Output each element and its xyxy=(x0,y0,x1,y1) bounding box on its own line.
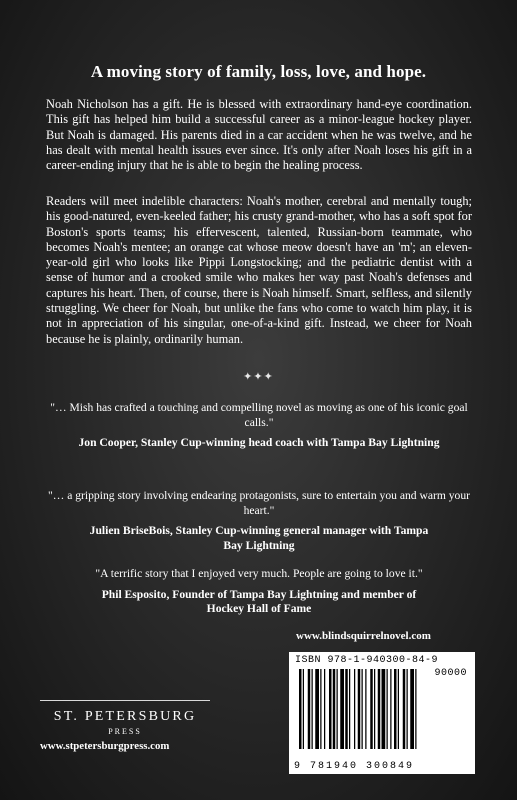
barcode-digits: 9 781940 300849 xyxy=(294,761,415,772)
publisher-website[interactable]: www.stpetersburgpress.com xyxy=(40,740,170,752)
barcode-bar xyxy=(394,669,397,749)
isbn-label: ISBN 978-1-940300-84-9 xyxy=(295,655,439,666)
ornament-divider: ✦✦✦ xyxy=(243,371,274,383)
publisher-rule-top xyxy=(40,700,210,701)
barcode-bar xyxy=(354,669,355,749)
barcode-bar xyxy=(312,669,313,749)
blurb-3 xyxy=(44,567,474,617)
barcode-bar xyxy=(410,669,414,749)
barcode-bar xyxy=(407,669,408,749)
barcode-bar xyxy=(299,669,302,749)
blurb-3-text: "A terrific story that I enjoyed very much. People are going to love it." xyxy=(95,567,423,580)
headline: A moving story of family, loss, love, and hope. xyxy=(90,62,427,81)
barcode-bar xyxy=(303,669,304,749)
barcode-bars xyxy=(297,669,467,759)
barcode-bar xyxy=(324,669,325,749)
publisher-logo xyxy=(40,700,210,736)
price-code: 90000 xyxy=(434,668,467,679)
isbn-barcode xyxy=(289,652,475,774)
barcode-bar xyxy=(378,669,381,749)
synopsis-paragraph-2: Readers will meet indelible characters: Noah's mother, cerebral and mentally tough; his good-natured, even-keeled father; his crusty grand-mother, who has a soft spot for Boston's sports teams; his effervescent, talented, Russian-born teammate, who becomes Noah's mentee; an orange cat whose meow doesn't have an 'm'; an eleven-year-old girl who looks like Pippi Longstocking; and the pediatric dentist with a sense of humor and a crooked smile who makes her way past Noah's defenses and captures his heart. Then, of course, there is Noah himself. Smart, selfless, and silently struggling. We cheer for Noah, but unlike the fans who come to watch him play, it is not in appreciation of his singular, one-of-a-kind gift. Instead, we cheer for Noah because he is plainly, ordinarily human. xyxy=(46,194,472,346)
barcode-bar xyxy=(374,669,375,749)
blurb-2-attribution: Julien BriseBois, Stanley Cup-winning general manager with Tampa Bay Lightning xyxy=(89,524,429,552)
barcode-bar xyxy=(382,669,386,749)
book-website[interactable]: www.blindsquirrelnovel.com xyxy=(296,630,431,642)
publisher-sub: PRESS xyxy=(108,727,142,736)
blurb-2 xyxy=(44,489,474,553)
barcode-bar xyxy=(358,669,361,749)
blurb-1 xyxy=(44,401,474,451)
barcode-bar xyxy=(403,669,406,749)
barcode-bar xyxy=(415,669,416,749)
barcode-bar xyxy=(387,669,388,749)
blurb-2-text: "… a gripping story involving endearing protagonists, sure to entertain you and warm your heart." xyxy=(47,489,471,517)
barcode-bar xyxy=(315,669,319,749)
barcode-bar xyxy=(308,669,311,749)
synopsis-paragraph-1: Noah Nicholson has a gift. He is blessed with extraordinary hand-eye coordination. This gift has helped him build a successful career as a minor-league hockey player. But Noah is damaged. His parents died in a car accident when he was twelve, and he has dealt with mental health issues ever since. It's only after Noah loses his gift in a career-ending injury that he is able to begin the healing process. xyxy=(46,97,472,173)
barcode-bar xyxy=(398,669,399,749)
barcode-bar xyxy=(333,669,336,749)
barcode-bar xyxy=(320,669,321,749)
blurb-1-attribution: Jon Cooper, Stanley Cup-winning head coach with Tampa Bay Lightning xyxy=(78,436,440,449)
barcode-bar xyxy=(337,669,338,749)
barcode-bar xyxy=(340,669,344,749)
barcode-bar xyxy=(349,669,350,749)
publisher-name: ST. PETERSBURG xyxy=(53,709,197,724)
barcode-bar xyxy=(345,669,348,749)
blurb-1-text: "… Mish has crafted a touching and compelling novel as moving as one of his iconic goal calls." xyxy=(50,401,468,429)
barcode-bar xyxy=(365,669,366,749)
blurb-3-attribution: Phil Esposito, Founder of Tampa Bay Lightning and member of Hockey Hall of Fame xyxy=(101,587,417,615)
barcode-bar xyxy=(362,669,363,749)
barcode-bar xyxy=(390,669,391,749)
barcode-bar xyxy=(329,669,332,749)
barcode-bar xyxy=(370,669,373,749)
